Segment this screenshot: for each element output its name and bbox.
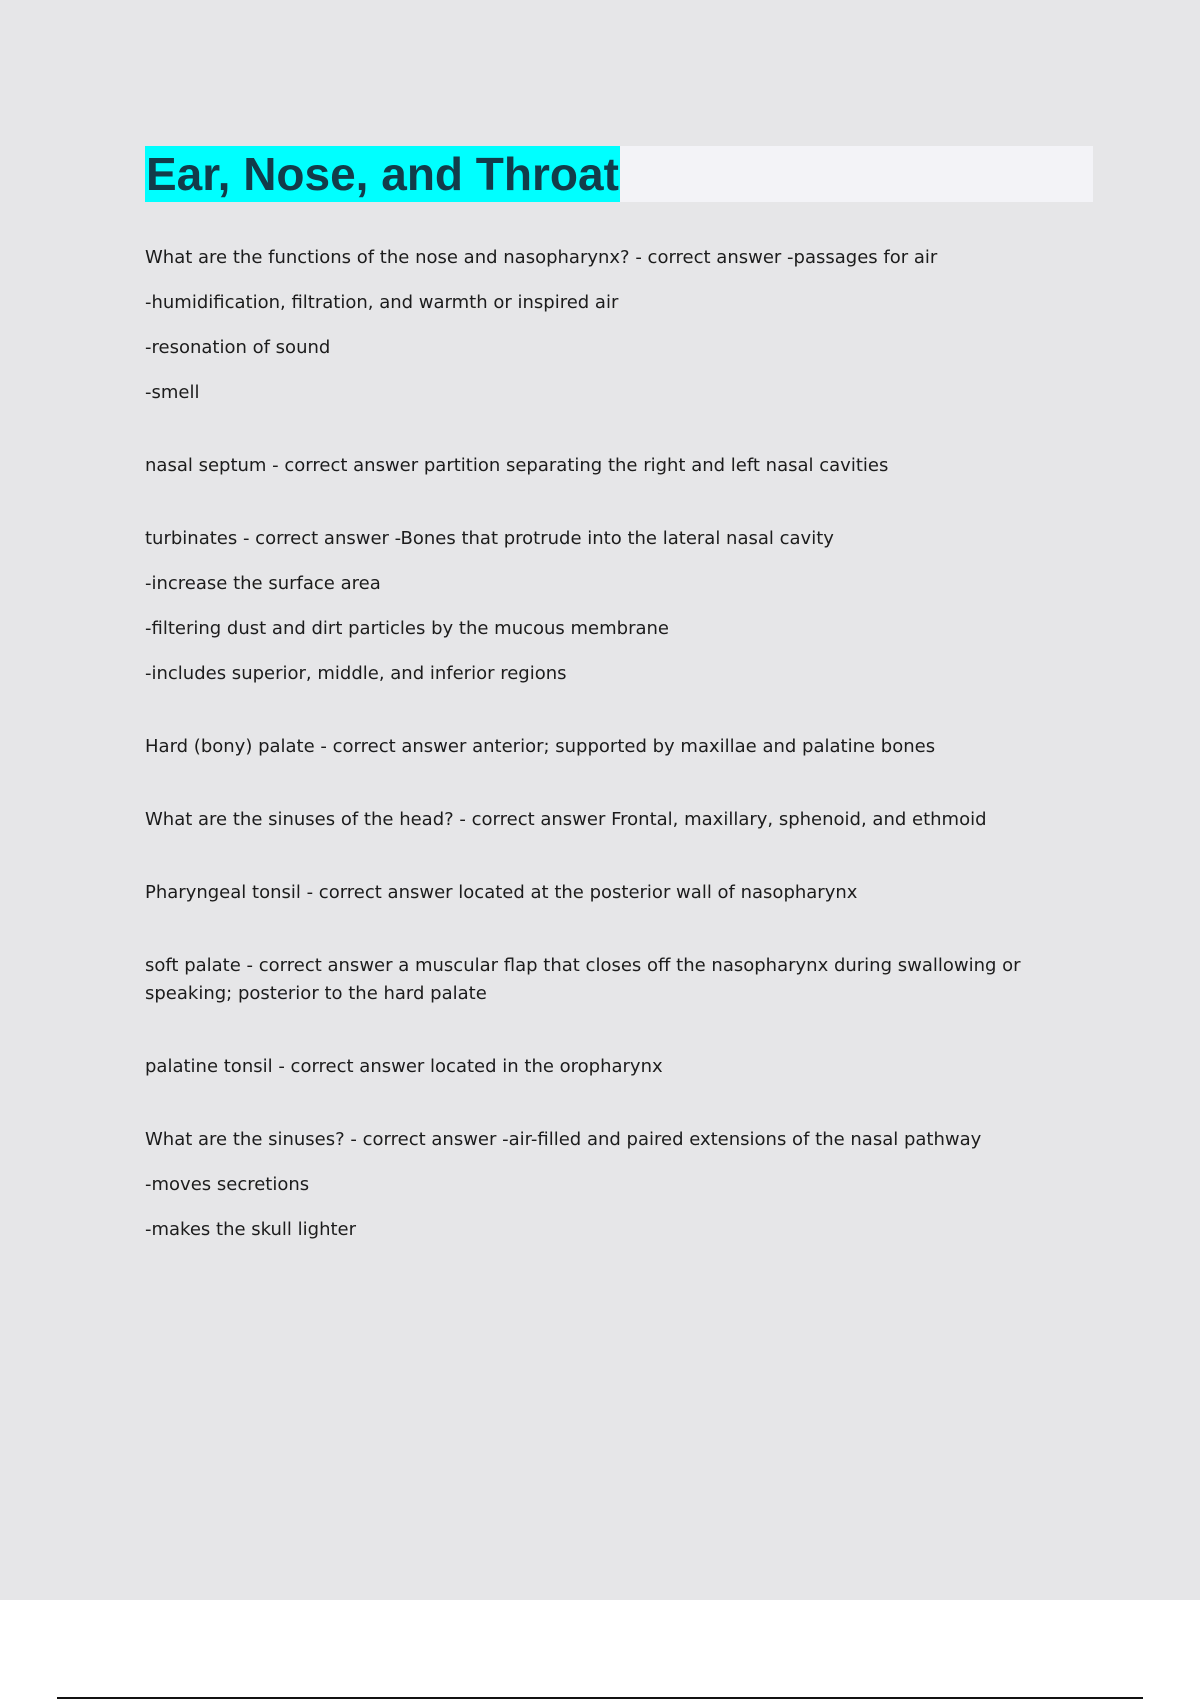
qa-entry-turbinates <box>145 525 1045 688</box>
entry-line: turbinates - correct answer -Bones that protrude into the lateral nasal cavity <box>145 528 834 549</box>
entry-line: What are the sinuses? - correct answer -air-filled and paired extensions of the nasal pathway <box>145 1129 982 1150</box>
entry-line: Hard (bony) palate - correct answer anterior; supported by maxillae and palatine bones <box>145 736 936 757</box>
title-bar <box>145 146 1093 202</box>
entry-line: -humidification, filtration, and warmth or inspired air <box>145 292 619 313</box>
entry-line: nasal septum - correct answer partition separating the right and left nasal cavities <box>145 455 889 476</box>
qa-entry-soft-palate <box>145 952 1045 1008</box>
qa-entry-sinuses <box>145 1126 1045 1244</box>
footer-divider <box>57 1697 1143 1699</box>
entry-line: -makes the skull lighter <box>145 1219 357 1240</box>
entry-line: soft palate - correct answer a muscular flap that closes off the nasopharynx during swallowing or speaking; posterior to the hard palate <box>145 955 1021 1004</box>
entry-line: Pharyngeal tonsil - correct answer located at the posterior wall of nasopharynx <box>145 882 858 903</box>
qa-entry-nose-functions <box>145 244 1045 407</box>
qa-entry-hard-palate <box>145 733 1045 761</box>
qa-entry-sinuses-of-head <box>145 806 1045 834</box>
entry-line: -filtering dust and dirt particles by the mucous membrane <box>145 618 669 639</box>
qa-entry-nasal-septum <box>145 452 1045 480</box>
entry-line: -increase the surface area <box>145 573 381 594</box>
entry-line: What are the sinuses of the head? - correct answer Frontal, maxillary, sphenoid, and ethmoid <box>145 809 987 830</box>
entry-line: palatine tonsil - correct answer located in the oropharynx <box>145 1056 663 1077</box>
entry-line: -resonation of sound <box>145 337 331 358</box>
page-title: Ear, Nose, and Throat <box>146 148 619 200</box>
entry-line: -smell <box>145 382 200 403</box>
entry-line: -includes superior, middle, and inferior regions <box>145 663 567 684</box>
qa-entry-pharyngeal-tonsil <box>145 879 1045 907</box>
document-body <box>145 244 1045 1289</box>
entry-line: What are the functions of the nose and nasopharynx? - correct answer -passages for air <box>145 247 938 268</box>
entry-line: -moves secretions <box>145 1174 310 1195</box>
qa-entry-palatine-tonsil <box>145 1053 1045 1081</box>
